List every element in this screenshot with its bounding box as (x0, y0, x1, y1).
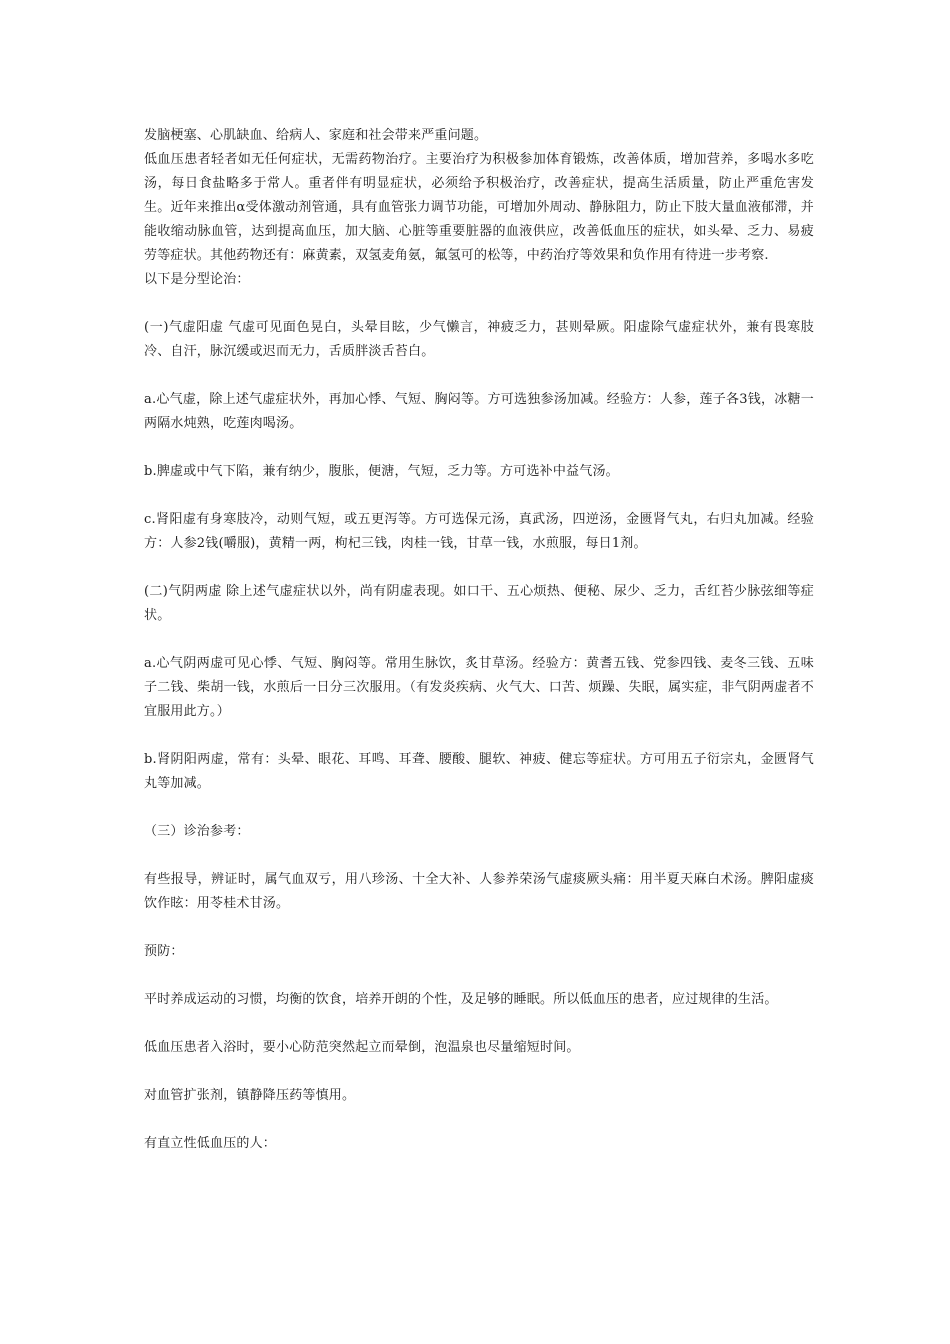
paragraph-heart-qi-yin-deficiency: a.心气阴两虚可见心悸、气短、胸闷等。常用生脉饮，炙甘草汤。经验方：黄耆五钱、党参四钱、麦冬三钱、五味子二钱、柴胡一钱，水煎后一日分三次服用。（有发炎疾病、火气大、口苦、烦躁、失眠，属实症，非气阴两虚者不宜服用此方。） (144, 656, 814, 719)
paragraph-intro-continuation: 发脑梗塞、心肌缺血、给病人、家庭和社会带来严重问题。 (144, 128, 488, 143)
paragraph-diagnosis-reference-heading: （三）诊治参考： (144, 824, 250, 839)
paragraph-medication-caution: 对血管扩张剂，镇静降压药等慎用。 (144, 1088, 356, 1103)
paragraph-classification-intro: 以下是分型论治： (144, 272, 250, 287)
paragraph-treatment-overview: 低血压患者轻者如无任何症状，无需药物治疗。主要治疗为积极参加体育锻炼，改善体质，增加营养，多喝水多吃汤，每日食盐略多于常人。重者伴有明显症状，必须给予积极治疗，改善症状，提高生活质量，防止严重危害发生。近年来推出α受体激动剂管通，具有血管张力调节功能，可增加外周动、静脉阻力，防止下肢大量血液郁滞，并能收缩动脉血管，达到提高血压，加大脑、心脏等重要脏器的血液供应，改善低血压的症状，如头晕、乏力、易疲劳等症状。其他药物还有：麻黄素，双氢麦角氨，氟氢可的松等，中药治疗等效果和负作用有待进一步考察. (144, 152, 814, 263)
paragraph-kidney-yang-deficiency: c.肾阳虚有身寒肢冷，动则气短，或五更泻等。方可选保元汤，真武汤，四逆汤，金匮肾气丸，右归丸加减。经验方：人参2钱(嚼服)，黄精一两，枸杞三钱，肉桂一钱，甘草一钱，水煎服，每日1剂。 (144, 512, 814, 551)
paragraph-qi-yang-deficiency: (一)气虚阳虚 气虚可见面色晃白，头晕目眩，少气懒言，神疲乏力，甚则晕厥。阳虚除气虚症状外，兼有畏寒肢冷、自汗，脉沉缓或迟而无力，舌质胖淡舌苔白。 (144, 320, 814, 359)
document-page (144, 0, 814, 1156)
paragraph-spleen-deficiency: b.脾虚或中气下陷，兼有纳少，腹胀，便溏，气短，乏力等。方可选补中益气汤。 (144, 464, 619, 479)
paragraph-reports: 有些报导，辨证时，属气血双亏，用八珍汤、十全大补、人参养荣汤气虚痰厥头痛：用半夏天麻白术汤。脾阳虚痰饮作眩：用苓桂术甘汤。 (144, 872, 814, 911)
paragraph-prevention-habits: 平时养成运动的习惯，均衡的饮食，培养开朗的个性，及足够的睡眠。所以低血压的患者，应过规律的生活。 (144, 992, 778, 1007)
paragraph-qi-yin-deficiency: (二)气阴两虚 除上述气虚症状以外，尚有阴虚表现。如口干、五心烦热、便秘、尿少、乏力，舌红苔少脉弦细等症状。 (144, 584, 814, 623)
paragraph-bathing-caution: 低血压患者入浴时，要小心防范突然起立而晕倒，泡温泉也尽量缩短时间。 (144, 1040, 580, 1055)
paragraph-prevention-heading: 预防： (144, 944, 184, 959)
paragraph-heart-qi-deficiency: a.心气虚，除上述气虚症状外，再加心悸、气短、胸闷等。方可选独参汤加减。经验方：人参，莲子各3钱，冰糖一两隔水炖熟，吃莲肉喝汤。 (144, 392, 814, 431)
paragraph-kidney-yin-yang-deficiency: b.肾阴阳两虚，常有：头晕、眼花、耳鸣、耳聋、腰酸、腿软、神疲、健忘等症状。方可用五子衍宗丸，金匮肾气丸等加减。 (144, 752, 814, 791)
paragraph-orthostatic-heading: 有直立性低血压的人： (144, 1136, 277, 1151)
